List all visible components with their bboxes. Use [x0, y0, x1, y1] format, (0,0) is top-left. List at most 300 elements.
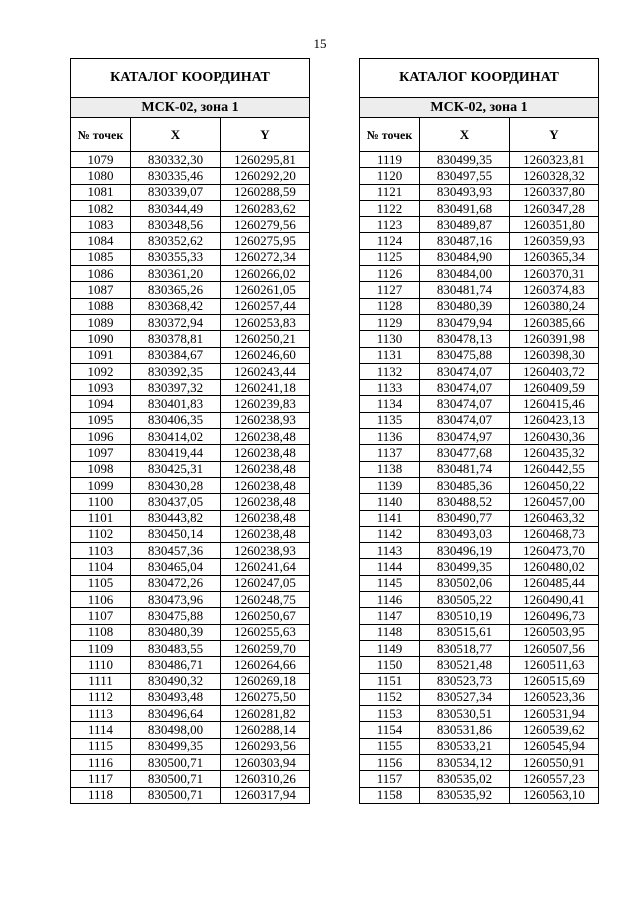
y-coordinate: 1260283,62 — [221, 200, 310, 216]
y-coordinate: 1260385,66 — [510, 314, 599, 330]
column-header-y: Y — [221, 118, 310, 152]
x-coordinate: 830332,30 — [131, 152, 221, 168]
y-coordinate: 1260442,55 — [510, 461, 599, 477]
table-row — [71, 657, 310, 673]
y-coordinate: 1260281,82 — [221, 706, 310, 722]
x-coordinate: 830450,14 — [131, 526, 221, 542]
coordinate-system-name: МСК-02, зона 1 — [71, 98, 310, 118]
point-number: 1091 — [71, 347, 131, 363]
table-row — [360, 298, 599, 314]
y-coordinate: 1260391,98 — [510, 331, 599, 347]
y-coordinate: 1260288,14 — [221, 722, 310, 738]
table-row — [360, 559, 599, 575]
table-row — [71, 640, 310, 656]
table-row — [360, 380, 599, 396]
table-row — [360, 282, 599, 298]
point-number: 1118 — [71, 787, 131, 803]
x-coordinate: 830397,32 — [131, 380, 221, 396]
x-coordinate: 830531,86 — [420, 722, 510, 738]
coordinate-catalog-left — [70, 58, 310, 804]
x-coordinate: 830344,49 — [131, 200, 221, 216]
y-coordinate: 1260248,75 — [221, 592, 310, 608]
y-coordinate: 1260409,59 — [510, 380, 599, 396]
point-number: 1131 — [360, 347, 420, 363]
point-number: 1132 — [360, 363, 420, 379]
table-row — [360, 331, 599, 347]
x-coordinate: 830457,36 — [131, 543, 221, 559]
x-coordinate: 830490,77 — [420, 510, 510, 526]
table-row — [360, 347, 599, 363]
x-coordinate: 830401,83 — [131, 396, 221, 412]
point-number: 1101 — [71, 510, 131, 526]
point-number: 1153 — [360, 706, 420, 722]
x-coordinate: 830491,68 — [420, 200, 510, 216]
y-coordinate: 1260250,21 — [221, 331, 310, 347]
x-coordinate: 830361,20 — [131, 266, 221, 282]
x-coordinate: 830500,71 — [131, 754, 221, 770]
x-coordinate: 830335,46 — [131, 168, 221, 184]
table-row — [71, 396, 310, 412]
table-row — [360, 152, 599, 168]
x-coordinate: 830486,71 — [131, 657, 221, 673]
table-row — [71, 461, 310, 477]
y-coordinate: 1260293,56 — [221, 738, 310, 754]
y-coordinate: 1260550,91 — [510, 754, 599, 770]
point-number: 1082 — [71, 200, 131, 216]
point-number: 1136 — [360, 429, 420, 445]
table-row — [71, 445, 310, 461]
x-coordinate: 830474,97 — [420, 429, 510, 445]
x-coordinate: 830355,33 — [131, 249, 221, 265]
y-coordinate: 1260310,26 — [221, 771, 310, 787]
point-number: 1102 — [71, 526, 131, 542]
point-number: 1151 — [360, 673, 420, 689]
table-row — [71, 331, 310, 347]
x-coordinate: 830499,35 — [420, 559, 510, 575]
point-number: 1154 — [360, 722, 420, 738]
y-coordinate: 1260468,73 — [510, 526, 599, 542]
x-coordinate: 830496,64 — [131, 706, 221, 722]
point-number: 1098 — [71, 461, 131, 477]
y-coordinate: 1260250,67 — [221, 608, 310, 624]
point-number: 1126 — [360, 266, 420, 282]
table-row — [360, 771, 599, 787]
x-coordinate: 830515,61 — [420, 624, 510, 640]
x-coordinate: 830500,71 — [131, 787, 221, 803]
y-coordinate: 1260275,95 — [221, 233, 310, 249]
table-row — [360, 233, 599, 249]
x-coordinate: 830530,51 — [420, 706, 510, 722]
x-coordinate: 830490,32 — [131, 673, 221, 689]
point-number: 1149 — [360, 640, 420, 656]
column-header-x: X — [420, 118, 510, 152]
table-row — [71, 282, 310, 298]
x-coordinate: 830479,94 — [420, 314, 510, 330]
y-coordinate: 1260238,48 — [221, 526, 310, 542]
y-coordinate: 1260539,62 — [510, 722, 599, 738]
point-number: 1123 — [360, 217, 420, 233]
table-row — [71, 575, 310, 591]
table-row — [360, 429, 599, 445]
catalog-title: КАТАЛОГ КООРДИНАТ — [71, 59, 310, 98]
y-coordinate: 1260545,94 — [510, 738, 599, 754]
table-row — [360, 217, 599, 233]
y-coordinate: 1260563,10 — [510, 787, 599, 803]
table-row — [71, 266, 310, 282]
point-number: 1107 — [71, 608, 131, 624]
x-coordinate: 830493,03 — [420, 526, 510, 542]
point-number: 1148 — [360, 624, 420, 640]
y-coordinate: 1260259,70 — [221, 640, 310, 656]
point-number: 1124 — [360, 233, 420, 249]
point-number: 1103 — [71, 543, 131, 559]
y-coordinate: 1260243,44 — [221, 363, 310, 379]
table-row — [71, 249, 310, 265]
point-number: 1121 — [360, 184, 420, 200]
point-number: 1081 — [71, 184, 131, 200]
table-row — [360, 396, 599, 412]
table-row — [71, 217, 310, 233]
y-coordinate: 1260317,94 — [221, 787, 310, 803]
x-coordinate: 830485,36 — [420, 477, 510, 493]
y-coordinate: 1260430,36 — [510, 429, 599, 445]
table-row — [360, 249, 599, 265]
table-row — [71, 738, 310, 754]
point-number: 1092 — [71, 363, 131, 379]
point-number: 1147 — [360, 608, 420, 624]
table-row — [360, 168, 599, 184]
table-row — [71, 152, 310, 168]
point-number: 1094 — [71, 396, 131, 412]
x-coordinate: 830477,68 — [420, 445, 510, 461]
y-coordinate: 1260490,41 — [510, 592, 599, 608]
table-row — [71, 184, 310, 200]
point-number: 1084 — [71, 233, 131, 249]
point-number: 1122 — [360, 200, 420, 216]
point-number: 1108 — [71, 624, 131, 640]
table-row — [71, 689, 310, 705]
y-coordinate: 1260247,05 — [221, 575, 310, 591]
point-number: 1135 — [360, 412, 420, 428]
table-row — [71, 510, 310, 526]
point-number: 1156 — [360, 754, 420, 770]
point-number: 1152 — [360, 689, 420, 705]
point-number: 1130 — [360, 331, 420, 347]
table-row — [71, 543, 310, 559]
x-coordinate: 830474,07 — [420, 412, 510, 428]
x-coordinate: 830348,56 — [131, 217, 221, 233]
table-row — [71, 526, 310, 542]
point-number: 1083 — [71, 217, 131, 233]
point-number: 1155 — [360, 738, 420, 754]
y-coordinate: 1260238,48 — [221, 461, 310, 477]
table-row — [360, 184, 599, 200]
point-number: 1096 — [71, 429, 131, 445]
y-coordinate: 1260403,72 — [510, 363, 599, 379]
y-coordinate: 1260238,93 — [221, 543, 310, 559]
table-row — [71, 771, 310, 787]
y-coordinate: 1260347,28 — [510, 200, 599, 216]
y-coordinate: 1260269,18 — [221, 673, 310, 689]
y-coordinate: 1260370,31 — [510, 266, 599, 282]
point-number: 1127 — [360, 282, 420, 298]
point-number: 1117 — [71, 771, 131, 787]
table-row — [360, 510, 599, 526]
point-number: 1095 — [71, 412, 131, 428]
point-number: 1141 — [360, 510, 420, 526]
table-row — [360, 412, 599, 428]
table-row — [360, 657, 599, 673]
x-coordinate: 830500,71 — [131, 771, 221, 787]
x-coordinate: 830414,02 — [131, 429, 221, 445]
x-coordinate: 830437,05 — [131, 494, 221, 510]
y-coordinate: 1260261,05 — [221, 282, 310, 298]
point-number: 1137 — [360, 445, 420, 461]
table-row — [360, 494, 599, 510]
table-row — [360, 575, 599, 591]
x-coordinate: 830392,35 — [131, 363, 221, 379]
table-row — [360, 200, 599, 216]
y-coordinate: 1260238,48 — [221, 429, 310, 445]
x-coordinate: 830475,88 — [420, 347, 510, 363]
x-coordinate: 830496,19 — [420, 543, 510, 559]
x-coordinate: 830523,73 — [420, 673, 510, 689]
y-coordinate: 1260423,13 — [510, 412, 599, 428]
y-coordinate: 1260531,94 — [510, 706, 599, 722]
y-coordinate: 1260337,80 — [510, 184, 599, 200]
x-coordinate: 830480,39 — [420, 298, 510, 314]
x-coordinate: 830487,16 — [420, 233, 510, 249]
y-coordinate: 1260253,83 — [221, 314, 310, 330]
y-coordinate: 1260450,22 — [510, 477, 599, 493]
y-coordinate: 1260279,56 — [221, 217, 310, 233]
table-row — [71, 608, 310, 624]
y-coordinate: 1260515,69 — [510, 673, 599, 689]
y-coordinate: 1260238,48 — [221, 510, 310, 526]
x-coordinate: 830378,81 — [131, 331, 221, 347]
point-number: 1142 — [360, 526, 420, 542]
x-coordinate: 830493,93 — [420, 184, 510, 200]
table-row — [71, 363, 310, 379]
table-row — [71, 168, 310, 184]
point-number: 1115 — [71, 738, 131, 754]
x-coordinate: 830430,28 — [131, 477, 221, 493]
table-row — [360, 640, 599, 656]
table-row — [360, 722, 599, 738]
x-coordinate: 830498,00 — [131, 722, 221, 738]
y-coordinate: 1260485,44 — [510, 575, 599, 591]
table-row — [71, 412, 310, 428]
point-number: 1138 — [360, 461, 420, 477]
y-coordinate: 1260374,83 — [510, 282, 599, 298]
table-row — [360, 787, 599, 803]
y-coordinate: 1260523,36 — [510, 689, 599, 705]
table-row — [360, 477, 599, 493]
page-number: 15 — [313, 36, 327, 51]
x-coordinate: 830534,12 — [420, 754, 510, 770]
x-coordinate: 830535,02 — [420, 771, 510, 787]
table-row — [360, 754, 599, 770]
coordinate-system-name: МСК-02, зона 1 — [360, 98, 599, 118]
table-row — [71, 298, 310, 314]
y-coordinate: 1260365,34 — [510, 249, 599, 265]
y-coordinate: 1260241,64 — [221, 559, 310, 575]
table-row — [360, 266, 599, 282]
table-row — [360, 461, 599, 477]
point-number: 1105 — [71, 575, 131, 591]
point-number: 1128 — [360, 298, 420, 314]
table-row — [71, 380, 310, 396]
table-row — [360, 592, 599, 608]
y-coordinate: 1260266,02 — [221, 266, 310, 282]
point-number: 1113 — [71, 706, 131, 722]
y-coordinate: 1260239,83 — [221, 396, 310, 412]
x-coordinate: 830488,52 — [420, 494, 510, 510]
x-coordinate: 830474,07 — [420, 380, 510, 396]
x-coordinate: 830368,42 — [131, 298, 221, 314]
point-number: 1125 — [360, 249, 420, 265]
x-coordinate: 830510,19 — [420, 608, 510, 624]
x-coordinate: 830499,35 — [131, 738, 221, 754]
point-number: 1157 — [360, 771, 420, 787]
point-number: 1143 — [360, 543, 420, 559]
table-row — [71, 592, 310, 608]
point-number: 1133 — [360, 380, 420, 396]
point-number: 1146 — [360, 592, 420, 608]
x-coordinate: 830480,39 — [131, 624, 221, 640]
x-coordinate: 830478,13 — [420, 331, 510, 347]
table-row — [71, 477, 310, 493]
point-number: 1088 — [71, 298, 131, 314]
y-coordinate: 1260292,20 — [221, 168, 310, 184]
point-number: 1090 — [71, 331, 131, 347]
x-coordinate: 830521,48 — [420, 657, 510, 673]
point-number: 1085 — [71, 249, 131, 265]
x-coordinate: 830483,55 — [131, 640, 221, 656]
point-number: 1134 — [360, 396, 420, 412]
y-coordinate: 1260359,93 — [510, 233, 599, 249]
table-row — [360, 673, 599, 689]
x-coordinate: 830533,21 — [420, 738, 510, 754]
table-row — [360, 363, 599, 379]
x-coordinate: 830502,06 — [420, 575, 510, 591]
point-number: 1120 — [360, 168, 420, 184]
x-coordinate: 830472,26 — [131, 575, 221, 591]
table-row — [71, 429, 310, 445]
y-coordinate: 1260257,44 — [221, 298, 310, 314]
catalog-body-right — [360, 152, 599, 804]
y-coordinate: 1260380,24 — [510, 298, 599, 314]
y-coordinate: 1260275,50 — [221, 689, 310, 705]
y-coordinate: 1260398,30 — [510, 347, 599, 363]
x-coordinate: 830484,90 — [420, 249, 510, 265]
x-coordinate: 830481,74 — [420, 461, 510, 477]
point-number: 1100 — [71, 494, 131, 510]
column-header-number: № точек — [71, 118, 131, 152]
table-row — [360, 689, 599, 705]
x-coordinate: 830475,88 — [131, 608, 221, 624]
x-coordinate: 830518,77 — [420, 640, 510, 656]
point-number: 1114 — [71, 722, 131, 738]
table-row — [71, 754, 310, 770]
y-coordinate: 1260241,18 — [221, 380, 310, 396]
y-coordinate: 1260557,23 — [510, 771, 599, 787]
y-coordinate: 1260272,34 — [221, 249, 310, 265]
table-row — [360, 314, 599, 330]
y-coordinate: 1260295,81 — [221, 152, 310, 168]
table-row — [360, 445, 599, 461]
y-coordinate: 1260503,95 — [510, 624, 599, 640]
y-coordinate: 1260473,70 — [510, 543, 599, 559]
y-coordinate: 1260351,80 — [510, 217, 599, 233]
x-coordinate: 830493,48 — [131, 689, 221, 705]
point-number: 1116 — [71, 754, 131, 770]
y-coordinate: 1260457,00 — [510, 494, 599, 510]
x-coordinate: 830372,94 — [131, 314, 221, 330]
x-coordinate: 830419,44 — [131, 445, 221, 461]
point-number: 1080 — [71, 168, 131, 184]
x-coordinate: 830406,35 — [131, 412, 221, 428]
point-number: 1109 — [71, 640, 131, 656]
point-number: 1129 — [360, 314, 420, 330]
catalog-body-left — [71, 152, 310, 804]
y-coordinate: 1260511,63 — [510, 657, 599, 673]
y-coordinate: 1260435,32 — [510, 445, 599, 461]
x-coordinate: 830443,82 — [131, 510, 221, 526]
x-coordinate: 830535,92 — [420, 787, 510, 803]
y-coordinate: 1260480,02 — [510, 559, 599, 575]
point-number: 1112 — [71, 689, 131, 705]
column-header-x: X — [131, 118, 221, 152]
point-number: 1093 — [71, 380, 131, 396]
y-coordinate: 1260246,60 — [221, 347, 310, 363]
column-header-y: Y — [510, 118, 599, 152]
x-coordinate: 830505,22 — [420, 592, 510, 608]
point-number: 1087 — [71, 282, 131, 298]
point-number: 1097 — [71, 445, 131, 461]
x-coordinate: 830497,55 — [420, 168, 510, 184]
table-row — [71, 673, 310, 689]
catalog-title: КАТАЛОГ КООРДИНАТ — [360, 59, 599, 98]
point-number: 1145 — [360, 575, 420, 591]
y-coordinate: 1260264,66 — [221, 657, 310, 673]
y-coordinate: 1260415,46 — [510, 396, 599, 412]
point-number: 1119 — [360, 152, 420, 168]
table-row — [71, 624, 310, 640]
y-coordinate: 1260238,48 — [221, 445, 310, 461]
x-coordinate: 830499,35 — [420, 152, 510, 168]
coordinate-catalog-right — [359, 58, 599, 804]
x-coordinate: 830481,74 — [420, 282, 510, 298]
x-coordinate: 830473,96 — [131, 592, 221, 608]
table-row — [71, 787, 310, 803]
point-number: 1140 — [360, 494, 420, 510]
table-row — [360, 706, 599, 722]
y-coordinate: 1260303,94 — [221, 754, 310, 770]
table-row — [71, 347, 310, 363]
x-coordinate: 830527,34 — [420, 689, 510, 705]
table-row — [360, 543, 599, 559]
table-row — [71, 200, 310, 216]
y-coordinate: 1260238,48 — [221, 494, 310, 510]
point-number: 1106 — [71, 592, 131, 608]
x-coordinate: 830474,07 — [420, 363, 510, 379]
point-number: 1079 — [71, 152, 131, 168]
x-coordinate: 830384,67 — [131, 347, 221, 363]
y-coordinate: 1260255,63 — [221, 624, 310, 640]
x-coordinate: 830425,31 — [131, 461, 221, 477]
point-number: 1110 — [71, 657, 131, 673]
